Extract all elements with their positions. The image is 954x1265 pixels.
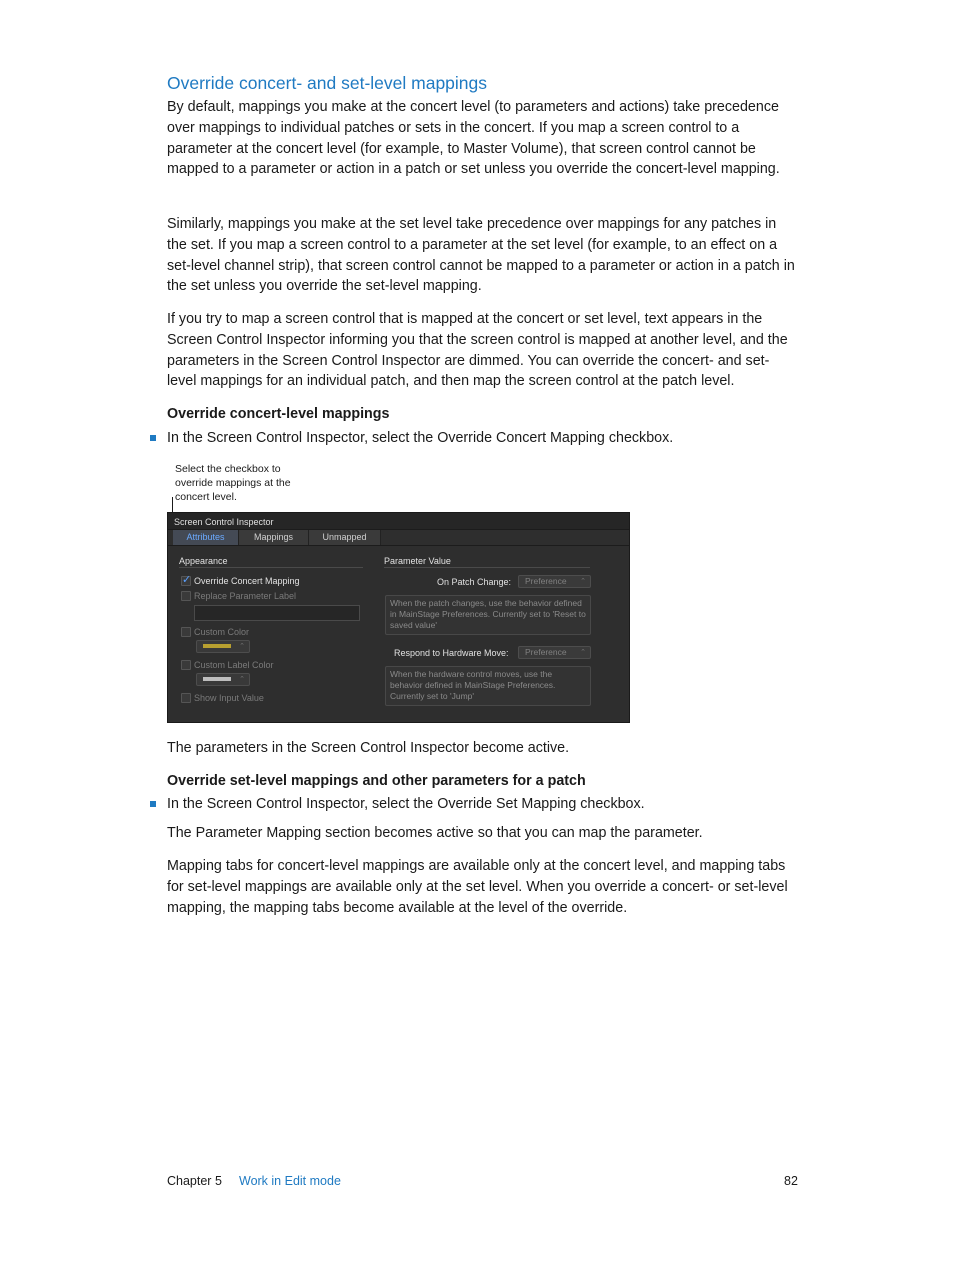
custom-label-color-label: Custom Label Color <box>194 660 274 670</box>
on-patch-change-label: On Patch Change: <box>437 577 512 587</box>
hardware-move-info: When the hardware control moves, use the behavior defined in MainStage Preferences. Currently set to 'Jump' <box>385 666 591 706</box>
show-input-checkbox[interactable] <box>181 693 191 703</box>
paragraph-3: If you try to map a screen control that is mapped at the concert or set level, text appears in the Screen Control Inspector informing you that the screen control is mapped at another level, and the parameters in the Screen Control Inspector are dimmed. You can override the concert- and set-level mappings for an individual patch, and then map the screen control at the patch level. <box>167 311 788 390</box>
patch-change-info: When the patch changes, use the behavior defined in MainStage Preferences. Currently set to 'Reset to saved value' <box>385 595 591 635</box>
stepper-arrows-icon: ⌃ <box>239 676 245 683</box>
after-figure-text: The parameters in the Screen Control Inspector become active. <box>167 740 570 756</box>
tab-unmapped[interactable]: Unmapped <box>309 530 381 545</box>
bullet-text: In the Screen Control Inspector, select the Override Concert Mapping checkbox. <box>167 430 674 446</box>
on-patch-change-value: Preference <box>525 576 567 586</box>
bullet-square-icon <box>150 801 156 807</box>
parameter-value-heading: Parameter Value <box>384 556 451 566</box>
inspector-title: Screen Control Inspector <box>174 517 274 527</box>
respond-hardware-popup[interactable] <box>518 646 591 659</box>
on-patch-change-popup[interactable] <box>518 575 591 588</box>
label-text-field[interactable] <box>194 605 360 621</box>
replace-label-checkbox[interactable] <box>181 591 191 601</box>
tab-mappings[interactable]: Mappings <box>239 530 309 545</box>
bullet-square-icon <box>150 435 156 441</box>
custom-color-label: Custom Color <box>194 627 250 637</box>
checkmark-icon: ✓ <box>182 574 192 586</box>
paragraph-2: Similarly, mappings you make at the set level take precedence over mappings for any patches in the set. If you map a screen control to a parameter at the set level (for example, to an effect on a set-level channel strip), that screen control cannot be mapped to a parameter or action in a patch in the set unless you override the set-level mapping. <box>167 216 795 295</box>
stepper-arrows-icon: ⌃ <box>239 643 245 650</box>
appearance-heading: Appearance <box>179 556 228 566</box>
respond-hardware-label: Respond to Hardware Move: <box>394 648 509 658</box>
respond-hardware-value: Preference <box>525 647 567 657</box>
footer-page-number: 82 <box>784 1174 798 1188</box>
footer-chapter-link[interactable]: Work in Edit mode <box>239 1174 341 1188</box>
bullet-text: In the Screen Control Inspector, select the Override Set Mapping checkbox. <box>167 796 645 812</box>
color-swatch <box>203 644 231 648</box>
parameter-value-rule <box>384 567 590 568</box>
tab-attributes[interactable]: Attributes <box>173 530 239 545</box>
popup-arrows-icon: ⌃ <box>580 649 586 656</box>
show-input-label: Show Input Value <box>194 693 264 703</box>
override-concert-label: Override Concert Mapping <box>194 576 300 586</box>
section-heading: Override concert- and set-level mappings <box>167 73 488 93</box>
custom-color-checkbox[interactable] <box>181 627 191 637</box>
custom-color-picker[interactable] <box>196 640 250 653</box>
footer-chapter: Chapter 5 <box>167 1174 222 1188</box>
subsection-title-concert: Override concert-level mappings <box>167 406 390 422</box>
figure-callout: Select the checkbox to override mappings at the concert level. <box>175 463 291 503</box>
replace-label-text: Replace Parameter Label <box>194 591 297 601</box>
mapping-tabs-text: Mapping tabs for concert-level mappings are available only at the concert level, and mapping tabs for set-level mappings are available only at the set level. When you override a concert- or set-level mapping, the mapping tabs become available at the level of the override. <box>167 858 788 916</box>
custom-label-color-picker[interactable] <box>196 673 250 686</box>
custom-label-color-checkbox[interactable] <box>181 660 191 670</box>
tab-divider <box>168 545 629 546</box>
inspector-tabs <box>173 530 381 545</box>
screen-control-inspector <box>167 512 630 723</box>
subsection-title-set: Override set-level mappings and other parameters for a patch <box>167 773 586 789</box>
appearance-rule <box>179 567 363 568</box>
paragraph-1: By default, mappings you make at the concert level (to parameters and actions) take precedence over mappings to individual patches or sets in the concert. If you map a screen control to a parameter at the concert level (for example, to Master Volume), that screen control cannot be mapped to a parameter or action in a patch or set unless you override the concert-level mapping. <box>167 99 780 178</box>
parameter-mapping-text: The Parameter Mapping section becomes active so that you can map the parameter. <box>167 825 703 841</box>
label-color-swatch <box>203 677 231 681</box>
popup-arrows-icon: ⌃ <box>580 578 586 585</box>
